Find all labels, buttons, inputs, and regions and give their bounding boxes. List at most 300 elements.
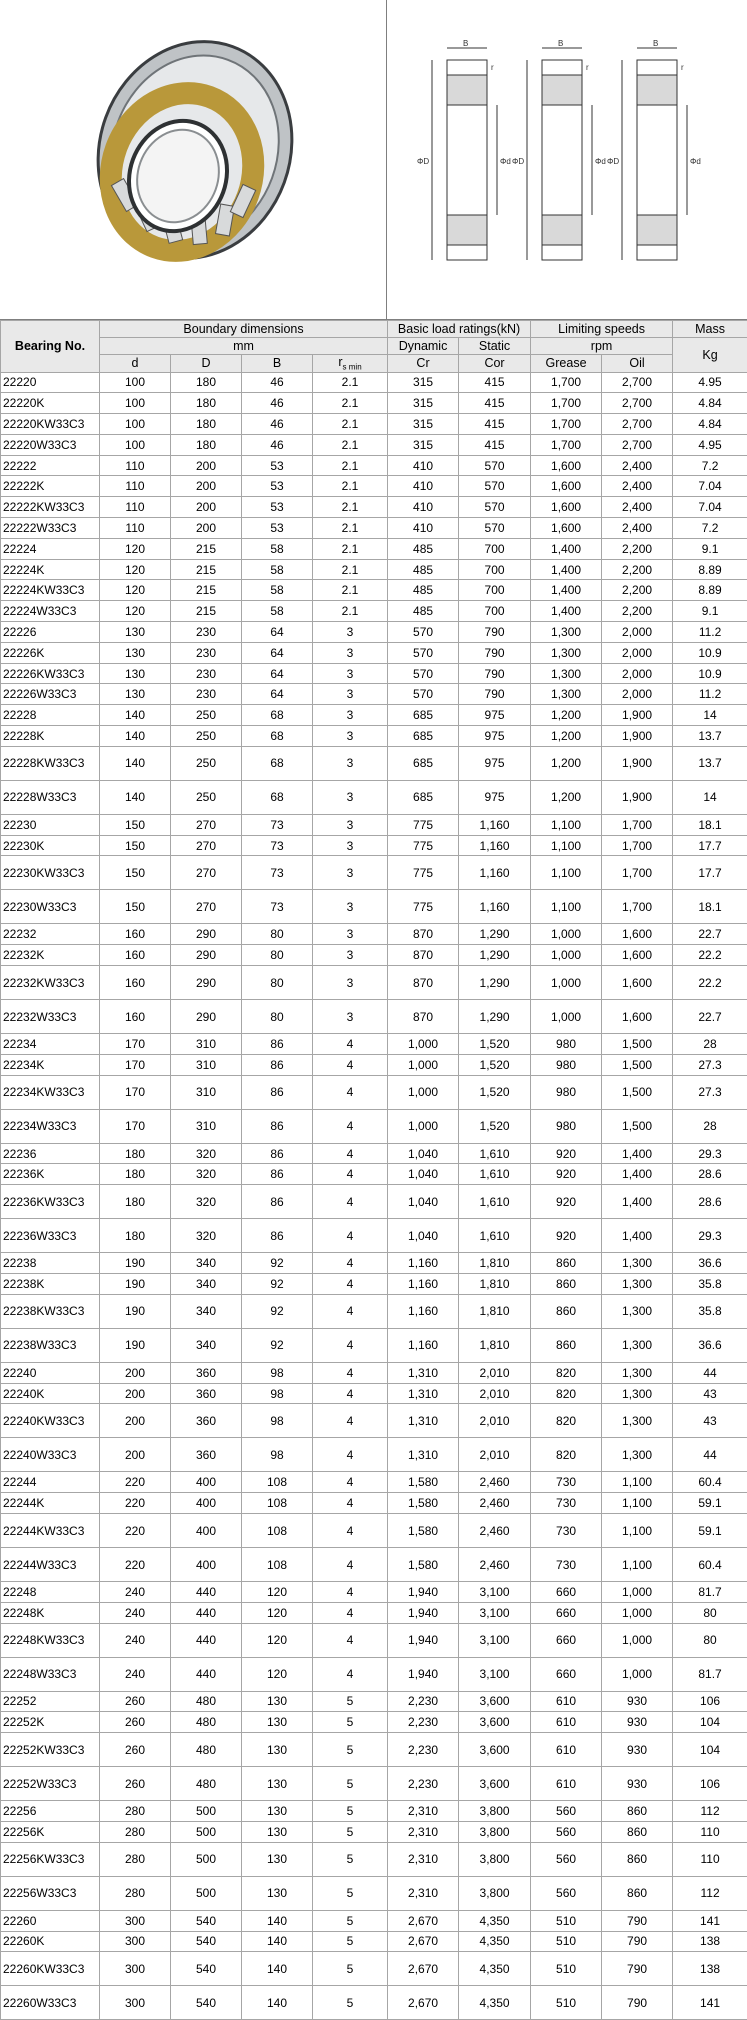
cell-d: 130 xyxy=(100,663,171,684)
header-col-d: d xyxy=(100,355,171,373)
cell-oil: 1,000 xyxy=(602,1582,673,1603)
cell-D: 400 xyxy=(171,1548,242,1582)
label-B-3: B xyxy=(653,39,658,48)
table-row xyxy=(1,1294,747,1328)
cell-cr: 775 xyxy=(388,835,459,856)
cell-grease: 560 xyxy=(531,1801,602,1822)
cell-d: 190 xyxy=(100,1328,171,1362)
cell-D: 340 xyxy=(171,1274,242,1295)
cell-rs-min: 3 xyxy=(313,814,388,835)
cell-B: 68 xyxy=(242,705,313,726)
cell-mass: 138 xyxy=(673,1931,747,1952)
cell-D: 290 xyxy=(171,1000,242,1034)
cell-grease: 860 xyxy=(531,1294,602,1328)
cell-mass: 13.7 xyxy=(673,746,747,780)
cell-mass: 14 xyxy=(673,780,747,814)
cell-grease: 1,100 xyxy=(531,890,602,924)
table-row xyxy=(1,1602,747,1623)
cell-oil: 1,400 xyxy=(602,1143,673,1164)
cell-rs-min: 3 xyxy=(313,663,388,684)
header-unit-rpm: rpm xyxy=(531,338,673,355)
cell-oil: 1,300 xyxy=(602,1294,673,1328)
cell-mass: 141 xyxy=(673,1986,747,2020)
table-row xyxy=(1,1623,747,1657)
cell-mass: 27.3 xyxy=(673,1075,747,1109)
cell-grease: 1,100 xyxy=(531,856,602,890)
cell-D: 440 xyxy=(171,1657,242,1691)
cell-grease: 860 xyxy=(531,1253,602,1274)
cell-bearing-no: 22260 xyxy=(1,1910,100,1931)
cell-cor: 1,290 xyxy=(459,945,531,966)
cell-bearing-no: 22230K xyxy=(1,835,100,856)
cell-rs-min: 4 xyxy=(313,1623,388,1657)
cell-oil: 1,900 xyxy=(602,705,673,726)
cell-cr: 570 xyxy=(388,684,459,705)
cell-D: 250 xyxy=(171,780,242,814)
cell-cr: 1,000 xyxy=(388,1054,459,1075)
cell-cor: 700 xyxy=(459,580,531,601)
cell-B: 53 xyxy=(242,455,313,476)
cell-oil: 1,100 xyxy=(602,1514,673,1548)
cell-D: 230 xyxy=(171,663,242,684)
cell-d: 150 xyxy=(100,835,171,856)
cell-bearing-no: 22248W33C3 xyxy=(1,1657,100,1691)
cell-grease: 610 xyxy=(531,1712,602,1733)
table-row xyxy=(1,497,747,518)
cell-B: 86 xyxy=(242,1164,313,1185)
cell-cor: 1,290 xyxy=(459,1000,531,1034)
table-row xyxy=(1,856,747,890)
cell-cor: 1,520 xyxy=(459,1034,531,1055)
cell-rs-min: 2.1 xyxy=(313,372,388,393)
cell-mass: 43 xyxy=(673,1404,747,1438)
cell-cr: 570 xyxy=(388,663,459,684)
cell-mass: 80 xyxy=(673,1623,747,1657)
cell-grease: 860 xyxy=(531,1274,602,1295)
cell-cor: 1,610 xyxy=(459,1143,531,1164)
cell-d: 110 xyxy=(100,455,171,476)
cell-rs-min: 2.1 xyxy=(313,580,388,601)
cell-cr: 2,310 xyxy=(388,1801,459,1822)
cell-cor: 2,460 xyxy=(459,1514,531,1548)
cell-mass: 28 xyxy=(673,1109,747,1143)
cell-oil: 2,400 xyxy=(602,476,673,497)
cell-rs-min: 4 xyxy=(313,1362,388,1383)
cell-rs-min: 5 xyxy=(313,1733,388,1767)
cell-bearing-no: 22226K xyxy=(1,642,100,663)
cell-bearing-no: 22232W33C3 xyxy=(1,1000,100,1034)
cell-oil: 2,400 xyxy=(602,518,673,539)
cell-oil: 1,300 xyxy=(602,1383,673,1404)
cell-cor: 790 xyxy=(459,642,531,663)
cell-mass: 22.7 xyxy=(673,1000,747,1034)
label-r-2: r xyxy=(586,63,589,72)
cell-B: 58 xyxy=(242,601,313,622)
cell-grease: 1,200 xyxy=(531,746,602,780)
cell-cor: 790 xyxy=(459,663,531,684)
cell-oil: 860 xyxy=(602,1842,673,1876)
cell-cr: 1,940 xyxy=(388,1623,459,1657)
cell-D: 480 xyxy=(171,1733,242,1767)
cell-B: 86 xyxy=(242,1219,313,1253)
table-row xyxy=(1,1801,747,1822)
cell-rs-min: 2.1 xyxy=(313,476,388,497)
cell-oil: 1,700 xyxy=(602,814,673,835)
table-row xyxy=(1,1514,747,1548)
cell-grease: 660 xyxy=(531,1657,602,1691)
rs-base: r xyxy=(338,355,342,369)
label-phiD-1: ΦD xyxy=(417,157,429,166)
cell-d: 170 xyxy=(100,1075,171,1109)
cell-cor: 1,290 xyxy=(459,966,531,1000)
cell-rs-min: 4 xyxy=(313,1438,388,1472)
cell-B: 46 xyxy=(242,372,313,393)
cell-D: 440 xyxy=(171,1623,242,1657)
cell-cr: 1,160 xyxy=(388,1328,459,1362)
cell-B: 86 xyxy=(242,1075,313,1109)
cell-oil: 1,600 xyxy=(602,1000,673,1034)
table-row xyxy=(1,601,747,622)
cell-d: 150 xyxy=(100,890,171,924)
cell-cr: 485 xyxy=(388,601,459,622)
cell-B: 108 xyxy=(242,1493,313,1514)
cell-grease: 510 xyxy=(531,1910,602,1931)
cell-B: 64 xyxy=(242,684,313,705)
cell-rs-min: 3 xyxy=(313,746,388,780)
label-phiD-2: ΦD xyxy=(512,157,524,166)
cell-d: 130 xyxy=(100,684,171,705)
cell-mass: 7.2 xyxy=(673,455,747,476)
cell-D: 215 xyxy=(171,580,242,601)
cell-oil: 930 xyxy=(602,1691,673,1712)
cell-cor: 1,810 xyxy=(459,1274,531,1295)
cell-d: 180 xyxy=(100,1143,171,1164)
cell-grease: 1,600 xyxy=(531,518,602,539)
cell-B: 98 xyxy=(242,1404,313,1438)
cell-d: 240 xyxy=(100,1657,171,1691)
cell-cr: 2,670 xyxy=(388,1931,459,1952)
cell-D: 230 xyxy=(171,642,242,663)
cell-mass: 112 xyxy=(673,1801,747,1822)
cell-B: 98 xyxy=(242,1383,313,1404)
cell-D: 270 xyxy=(171,856,242,890)
cell-oil: 1,700 xyxy=(602,835,673,856)
cell-grease: 920 xyxy=(531,1143,602,1164)
table-row xyxy=(1,1548,747,1582)
cell-oil: 790 xyxy=(602,1931,673,1952)
cell-cr: 2,230 xyxy=(388,1712,459,1733)
table-row xyxy=(1,1733,747,1767)
cell-mass: 28.6 xyxy=(673,1185,747,1219)
cell-B: 92 xyxy=(242,1274,313,1295)
cell-D: 290 xyxy=(171,966,242,1000)
header-basic-load-ratings: Basic load ratings(kN) xyxy=(388,321,531,338)
cell-cor: 570 xyxy=(459,455,531,476)
cell-B: 53 xyxy=(242,497,313,518)
cell-grease: 1,100 xyxy=(531,814,602,835)
cell-oil: 2,200 xyxy=(602,580,673,601)
cell-oil: 1,600 xyxy=(602,966,673,1000)
cell-rs-min: 4 xyxy=(313,1404,388,1438)
cell-B: 130 xyxy=(242,1691,313,1712)
table-row xyxy=(1,814,747,835)
cell-mass: 104 xyxy=(673,1733,747,1767)
cell-d: 120 xyxy=(100,559,171,580)
cell-bearing-no: 22238 xyxy=(1,1253,100,1274)
cell-mass: 60.4 xyxy=(673,1472,747,1493)
cell-mass: 59.1 xyxy=(673,1514,747,1548)
cell-oil: 860 xyxy=(602,1821,673,1842)
cell-B: 92 xyxy=(242,1294,313,1328)
cell-D: 250 xyxy=(171,705,242,726)
cell-bearing-no: 22232K xyxy=(1,945,100,966)
cell-cr: 685 xyxy=(388,780,459,814)
cell-rs-min: 4 xyxy=(313,1143,388,1164)
table-row xyxy=(1,518,747,539)
cell-oil: 1,000 xyxy=(602,1623,673,1657)
cell-grease: 1,000 xyxy=(531,1000,602,1034)
dimension-drawing xyxy=(387,0,747,320)
cell-oil: 2,700 xyxy=(602,434,673,455)
cell-d: 100 xyxy=(100,393,171,414)
cell-cr: 1,000 xyxy=(388,1109,459,1143)
cell-grease: 1,000 xyxy=(531,966,602,1000)
cell-oil: 930 xyxy=(602,1767,673,1801)
cell-oil: 2,700 xyxy=(602,414,673,435)
cell-cor: 570 xyxy=(459,518,531,539)
cell-oil: 2,200 xyxy=(602,538,673,559)
cell-rs-min: 2.1 xyxy=(313,497,388,518)
cell-grease: 1,700 xyxy=(531,414,602,435)
cell-cr: 1,040 xyxy=(388,1219,459,1253)
cell-rs-min: 4 xyxy=(313,1109,388,1143)
header-static: Static xyxy=(459,338,531,355)
cell-cr: 410 xyxy=(388,497,459,518)
cell-cor: 1,160 xyxy=(459,856,531,890)
cell-mass: 10.9 xyxy=(673,663,747,684)
cell-cr: 685 xyxy=(388,746,459,780)
cell-cor: 4,350 xyxy=(459,1910,531,1931)
cell-bearing-no: 22248KW33C3 xyxy=(1,1623,100,1657)
cell-mass: 4.84 xyxy=(673,414,747,435)
cell-oil: 1,100 xyxy=(602,1548,673,1582)
cell-grease: 820 xyxy=(531,1362,602,1383)
cell-cor: 3,100 xyxy=(459,1602,531,1623)
cell-bearing-no: 22236KW33C3 xyxy=(1,1185,100,1219)
cell-cr: 685 xyxy=(388,726,459,747)
cell-D: 215 xyxy=(171,601,242,622)
cell-rs-min: 2.1 xyxy=(313,455,388,476)
cell-B: 108 xyxy=(242,1472,313,1493)
cell-B: 73 xyxy=(242,890,313,924)
table-row xyxy=(1,890,747,924)
cell-bearing-no: 22234K xyxy=(1,1054,100,1075)
header-unit-mm: mm xyxy=(100,338,388,355)
cell-cor: 2,010 xyxy=(459,1438,531,1472)
cell-d: 200 xyxy=(100,1383,171,1404)
table-row xyxy=(1,1438,747,1472)
cell-cr: 485 xyxy=(388,559,459,580)
cell-rs-min: 2.1 xyxy=(313,601,388,622)
cell-B: 73 xyxy=(242,835,313,856)
cell-D: 320 xyxy=(171,1143,242,1164)
cell-grease: 1,300 xyxy=(531,663,602,684)
cell-rs-min: 3 xyxy=(313,622,388,643)
cell-d: 280 xyxy=(100,1876,171,1910)
cell-cr: 570 xyxy=(388,642,459,663)
table-row xyxy=(1,1034,747,1055)
cell-D: 290 xyxy=(171,945,242,966)
table-row xyxy=(1,705,747,726)
cell-B: 53 xyxy=(242,518,313,539)
cell-bearing-no: 22238KW33C3 xyxy=(1,1294,100,1328)
table-row xyxy=(1,642,747,663)
cell-rs-min: 4 xyxy=(313,1075,388,1109)
cell-mass: 9.1 xyxy=(673,601,747,622)
table-row xyxy=(1,1253,747,1274)
cell-mass: 4.95 xyxy=(673,434,747,455)
cell-cor: 415 xyxy=(459,393,531,414)
table-row xyxy=(1,476,747,497)
cell-oil: 2,000 xyxy=(602,684,673,705)
cell-d: 140 xyxy=(100,726,171,747)
cell-cor: 415 xyxy=(459,434,531,455)
cell-oil: 790 xyxy=(602,1952,673,1986)
cell-rs-min: 4 xyxy=(313,1657,388,1691)
cell-cr: 2,670 xyxy=(388,1986,459,2020)
cell-rs-min: 4 xyxy=(313,1493,388,1514)
cell-D: 540 xyxy=(171,1931,242,1952)
cell-bearing-no: 22220 xyxy=(1,372,100,393)
cell-D: 230 xyxy=(171,684,242,705)
cell-B: 130 xyxy=(242,1821,313,1842)
cell-cr: 410 xyxy=(388,455,459,476)
cell-B: 86 xyxy=(242,1054,313,1075)
table-row xyxy=(1,1328,747,1362)
table-row xyxy=(1,1000,747,1034)
cell-bearing-no: 22248 xyxy=(1,1582,100,1603)
cell-cor: 570 xyxy=(459,476,531,497)
cell-mass: 22.2 xyxy=(673,966,747,1000)
table-row xyxy=(1,622,747,643)
cell-oil: 1,300 xyxy=(602,1404,673,1438)
cell-cr: 1,940 xyxy=(388,1582,459,1603)
table-row xyxy=(1,945,747,966)
cell-oil: 1,000 xyxy=(602,1657,673,1691)
cell-cr: 1,000 xyxy=(388,1034,459,1055)
cell-mass: 22.7 xyxy=(673,924,747,945)
cell-rs-min: 5 xyxy=(313,1821,388,1842)
cell-mass: 18.1 xyxy=(673,814,747,835)
cell-D: 250 xyxy=(171,726,242,747)
cell-grease: 980 xyxy=(531,1109,602,1143)
header-col-rs-min xyxy=(313,355,388,373)
cell-grease: 1,200 xyxy=(531,780,602,814)
cell-mass: 28 xyxy=(673,1034,747,1055)
cell-D: 540 xyxy=(171,1910,242,1931)
cell-oil: 1,100 xyxy=(602,1493,673,1514)
cell-cor: 975 xyxy=(459,705,531,726)
cell-rs-min: 3 xyxy=(313,835,388,856)
cell-cor: 700 xyxy=(459,559,531,580)
cell-B: 64 xyxy=(242,663,313,684)
cell-cor: 975 xyxy=(459,780,531,814)
cell-B: 120 xyxy=(242,1602,313,1623)
cell-cor: 2,460 xyxy=(459,1493,531,1514)
cell-D: 500 xyxy=(171,1821,242,1842)
cell-d: 140 xyxy=(100,705,171,726)
cell-mass: 17.7 xyxy=(673,835,747,856)
cell-bearing-no: 22244KW33C3 xyxy=(1,1514,100,1548)
cell-oil: 1,700 xyxy=(602,856,673,890)
cell-rs-min: 3 xyxy=(313,780,388,814)
cell-mass: 138 xyxy=(673,1952,747,1986)
cell-d: 160 xyxy=(100,924,171,945)
cell-grease: 510 xyxy=(531,1986,602,2020)
cell-oil: 2,400 xyxy=(602,497,673,518)
cell-oil: 1,300 xyxy=(602,1328,673,1362)
cell-oil: 1,900 xyxy=(602,726,673,747)
cell-cor: 3,800 xyxy=(459,1842,531,1876)
cell-grease: 1,400 xyxy=(531,559,602,580)
cell-B: 98 xyxy=(242,1438,313,1472)
cell-D: 340 xyxy=(171,1253,242,1274)
cell-d: 120 xyxy=(100,538,171,559)
cell-mass: 8.89 xyxy=(673,559,747,580)
cell-bearing-no: 22234 xyxy=(1,1034,100,1055)
cell-bearing-no: 22220K xyxy=(1,393,100,414)
cell-rs-min: 5 xyxy=(313,1767,388,1801)
cell-rs-min: 3 xyxy=(313,1000,388,1034)
cell-bearing-no: 22230W33C3 xyxy=(1,890,100,924)
cell-D: 200 xyxy=(171,518,242,539)
cell-B: 140 xyxy=(242,1931,313,1952)
cell-bearing-no: 22244 xyxy=(1,1472,100,1493)
cell-mass: 44 xyxy=(673,1362,747,1383)
cell-d: 160 xyxy=(100,1000,171,1034)
cell-D: 270 xyxy=(171,814,242,835)
cell-D: 180 xyxy=(171,434,242,455)
cell-B: 73 xyxy=(242,856,313,890)
cell-grease: 820 xyxy=(531,1404,602,1438)
cell-B: 68 xyxy=(242,726,313,747)
cell-cor: 975 xyxy=(459,726,531,747)
cell-grease: 920 xyxy=(531,1185,602,1219)
cell-cor: 570 xyxy=(459,497,531,518)
table-row xyxy=(1,1952,747,1986)
cell-cr: 1,040 xyxy=(388,1143,459,1164)
cell-grease: 610 xyxy=(531,1733,602,1767)
cell-bearing-no: 22260W33C3 xyxy=(1,1986,100,2020)
cell-mass: 36.6 xyxy=(673,1253,747,1274)
cell-D: 320 xyxy=(171,1164,242,1185)
cell-D: 310 xyxy=(171,1075,242,1109)
cell-oil: 2,200 xyxy=(602,601,673,622)
cell-B: 58 xyxy=(242,559,313,580)
cell-cr: 2,670 xyxy=(388,1952,459,1986)
cell-D: 500 xyxy=(171,1876,242,1910)
cell-oil: 2,700 xyxy=(602,393,673,414)
table-row xyxy=(1,1404,747,1438)
cell-d: 180 xyxy=(100,1219,171,1253)
cell-d: 240 xyxy=(100,1602,171,1623)
cell-rs-min: 4 xyxy=(313,1602,388,1623)
header-col-B: B xyxy=(242,355,313,373)
cell-mass: 36.6 xyxy=(673,1328,747,1362)
cell-grease: 820 xyxy=(531,1438,602,1472)
cell-bearing-no: 22222K xyxy=(1,476,100,497)
cell-oil: 1,500 xyxy=(602,1034,673,1055)
